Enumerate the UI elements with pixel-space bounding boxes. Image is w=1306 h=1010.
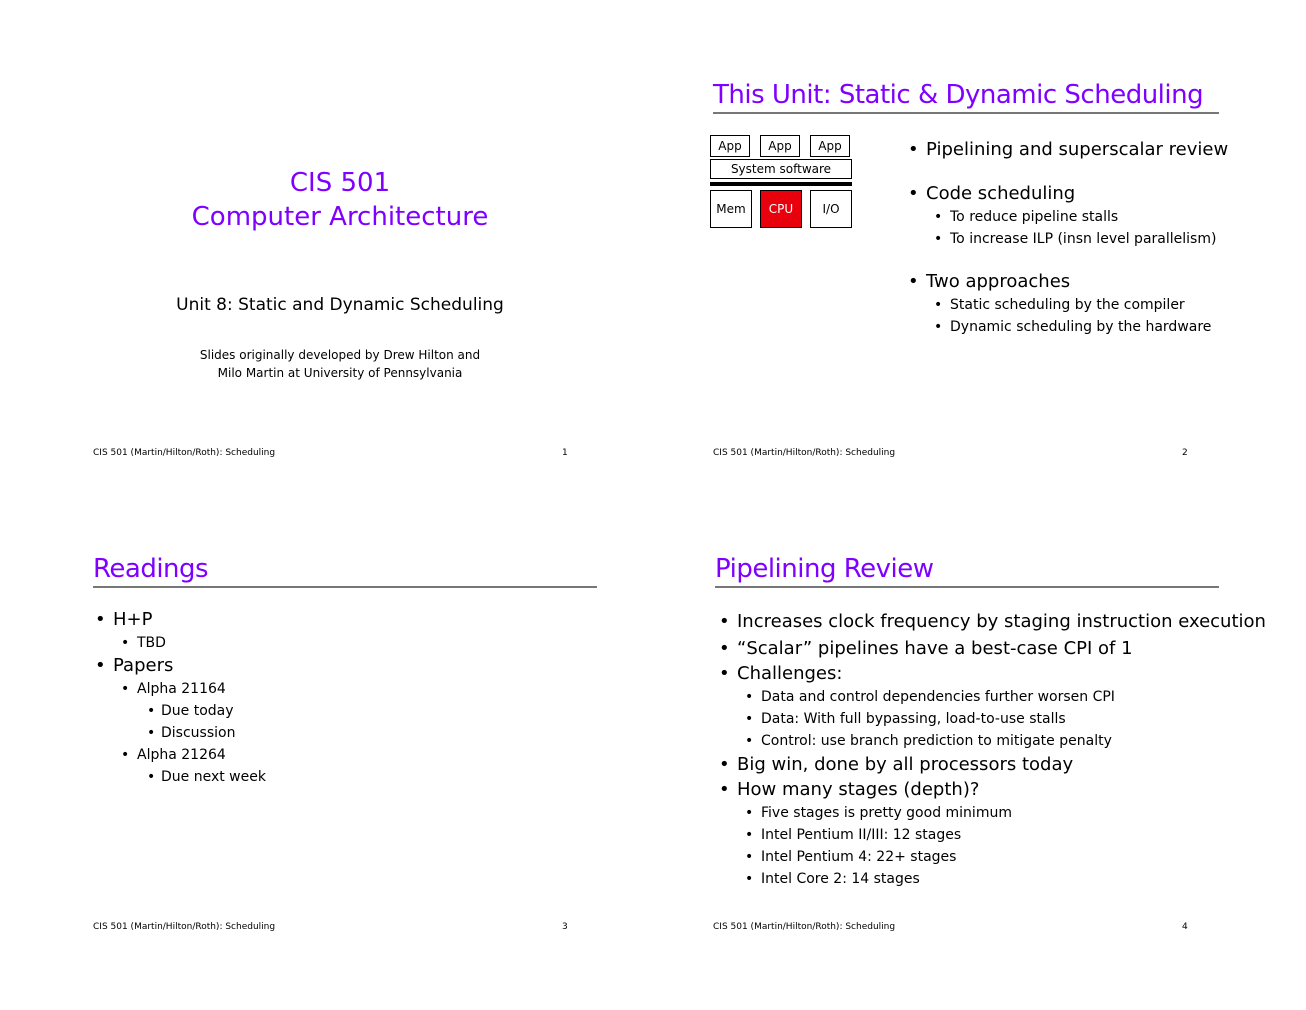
slide-4 xyxy=(700,514,1300,974)
course-title xyxy=(80,166,600,234)
bullet: • Code scheduling xyxy=(926,182,1228,206)
slide-2 xyxy=(700,40,1300,500)
app-box: App xyxy=(760,135,800,157)
slide-1 xyxy=(80,40,680,500)
bullet-list xyxy=(926,138,1228,338)
sub-bullet: • Data: With full bypassing, load-to-use stalls xyxy=(761,708,1266,730)
divider-bar xyxy=(710,182,852,186)
bullet: • Challenges: xyxy=(737,662,1266,686)
mem-box: Mem xyxy=(710,190,752,228)
sub-sub-bullet: • Due next week xyxy=(161,766,266,788)
sub-sub-bullet: • Discussion xyxy=(161,722,266,744)
credit xyxy=(80,346,600,382)
bullet-list xyxy=(113,608,266,788)
bullet: • Increases clock frequency by staging instruction execution xyxy=(737,608,1266,636)
sub-bullet: • Intel Pentium II/III: 12 stages xyxy=(761,824,1266,846)
sub-bullet: • Control: use branch prediction to mitigate penalty xyxy=(761,730,1266,752)
slide-footer: CIS 501 (Martin/Hilton/Roth): Scheduling xyxy=(713,448,896,458)
slide-title: Readings xyxy=(93,554,597,588)
unit-title: Unit 8: Static and Dynamic Scheduling xyxy=(176,295,504,315)
sub-bullet: • TBD xyxy=(137,632,266,654)
slide-footer: CIS 501 (Martin/Hilton/Roth): Scheduling xyxy=(93,448,276,458)
course-code: CIS 501 xyxy=(289,168,391,198)
sub-bullet: • Five stages is pretty good minimum xyxy=(761,802,1266,824)
bullet: • H+P xyxy=(113,608,266,632)
sub-bullet: • Static scheduling by the compiler xyxy=(950,294,1228,316)
sub-sub-bullet: • Due today xyxy=(161,700,266,722)
slide-number: 1 xyxy=(562,448,568,458)
io-box: I/O xyxy=(810,190,852,228)
slide-footer: CIS 501 (Martin/Hilton/Roth): Scheduling xyxy=(93,922,276,932)
bullet-list xyxy=(737,608,1266,890)
bullet: • Two approaches xyxy=(926,270,1228,294)
cpu-box: CPU xyxy=(760,190,802,228)
bullet: • Papers xyxy=(113,654,266,678)
system-software-box: System software xyxy=(710,159,852,179)
sub-bullet: • Alpha 21264 xyxy=(137,744,266,766)
bullet: • Pipelining and superscalar review xyxy=(926,138,1228,162)
slide-number: 3 xyxy=(562,922,568,932)
sub-bullet: • Intel Pentium 4: 22+ stages xyxy=(761,846,1266,868)
slide-footer: CIS 501 (Martin/Hilton/Roth): Scheduling xyxy=(713,922,896,932)
slide-title: This Unit: Static & Dynamic Scheduling xyxy=(713,80,1219,114)
credit-line-2: Milo Martin at University of Pennsylvania xyxy=(217,366,463,380)
sub-bullet: • To reduce pipeline stalls xyxy=(950,206,1228,228)
sub-bullet: • Intel Core 2: 14 stages xyxy=(761,868,1266,890)
slide-number: 2 xyxy=(1182,448,1188,458)
sub-bullet: • Alpha 21164 xyxy=(137,678,266,700)
system-stack-diagram xyxy=(710,135,852,229)
slide-title: Pipelining Review xyxy=(715,554,1219,588)
bullet: • How many stages (depth)? xyxy=(737,778,1266,802)
slide-number: 4 xyxy=(1182,922,1188,932)
course-name: Computer Architecture xyxy=(191,202,489,232)
credit-line-1: Slides originally developed by Drew Hilton and xyxy=(199,348,481,362)
sub-bullet: • Dynamic scheduling by the hardware xyxy=(950,316,1228,338)
sub-bullet: • Data and control dependencies further worsen CPI xyxy=(761,686,1266,708)
app-box: App xyxy=(710,135,750,157)
app-box: App xyxy=(810,135,850,157)
bullet: • Big win, done by all processors today xyxy=(737,752,1266,778)
slide-3 xyxy=(80,514,680,974)
sub-bullet: • To increase ILP (insn level parallelism) xyxy=(950,228,1228,250)
bullet: • “Scalar” pipelines have a best-case CPI of 1 xyxy=(737,636,1266,662)
